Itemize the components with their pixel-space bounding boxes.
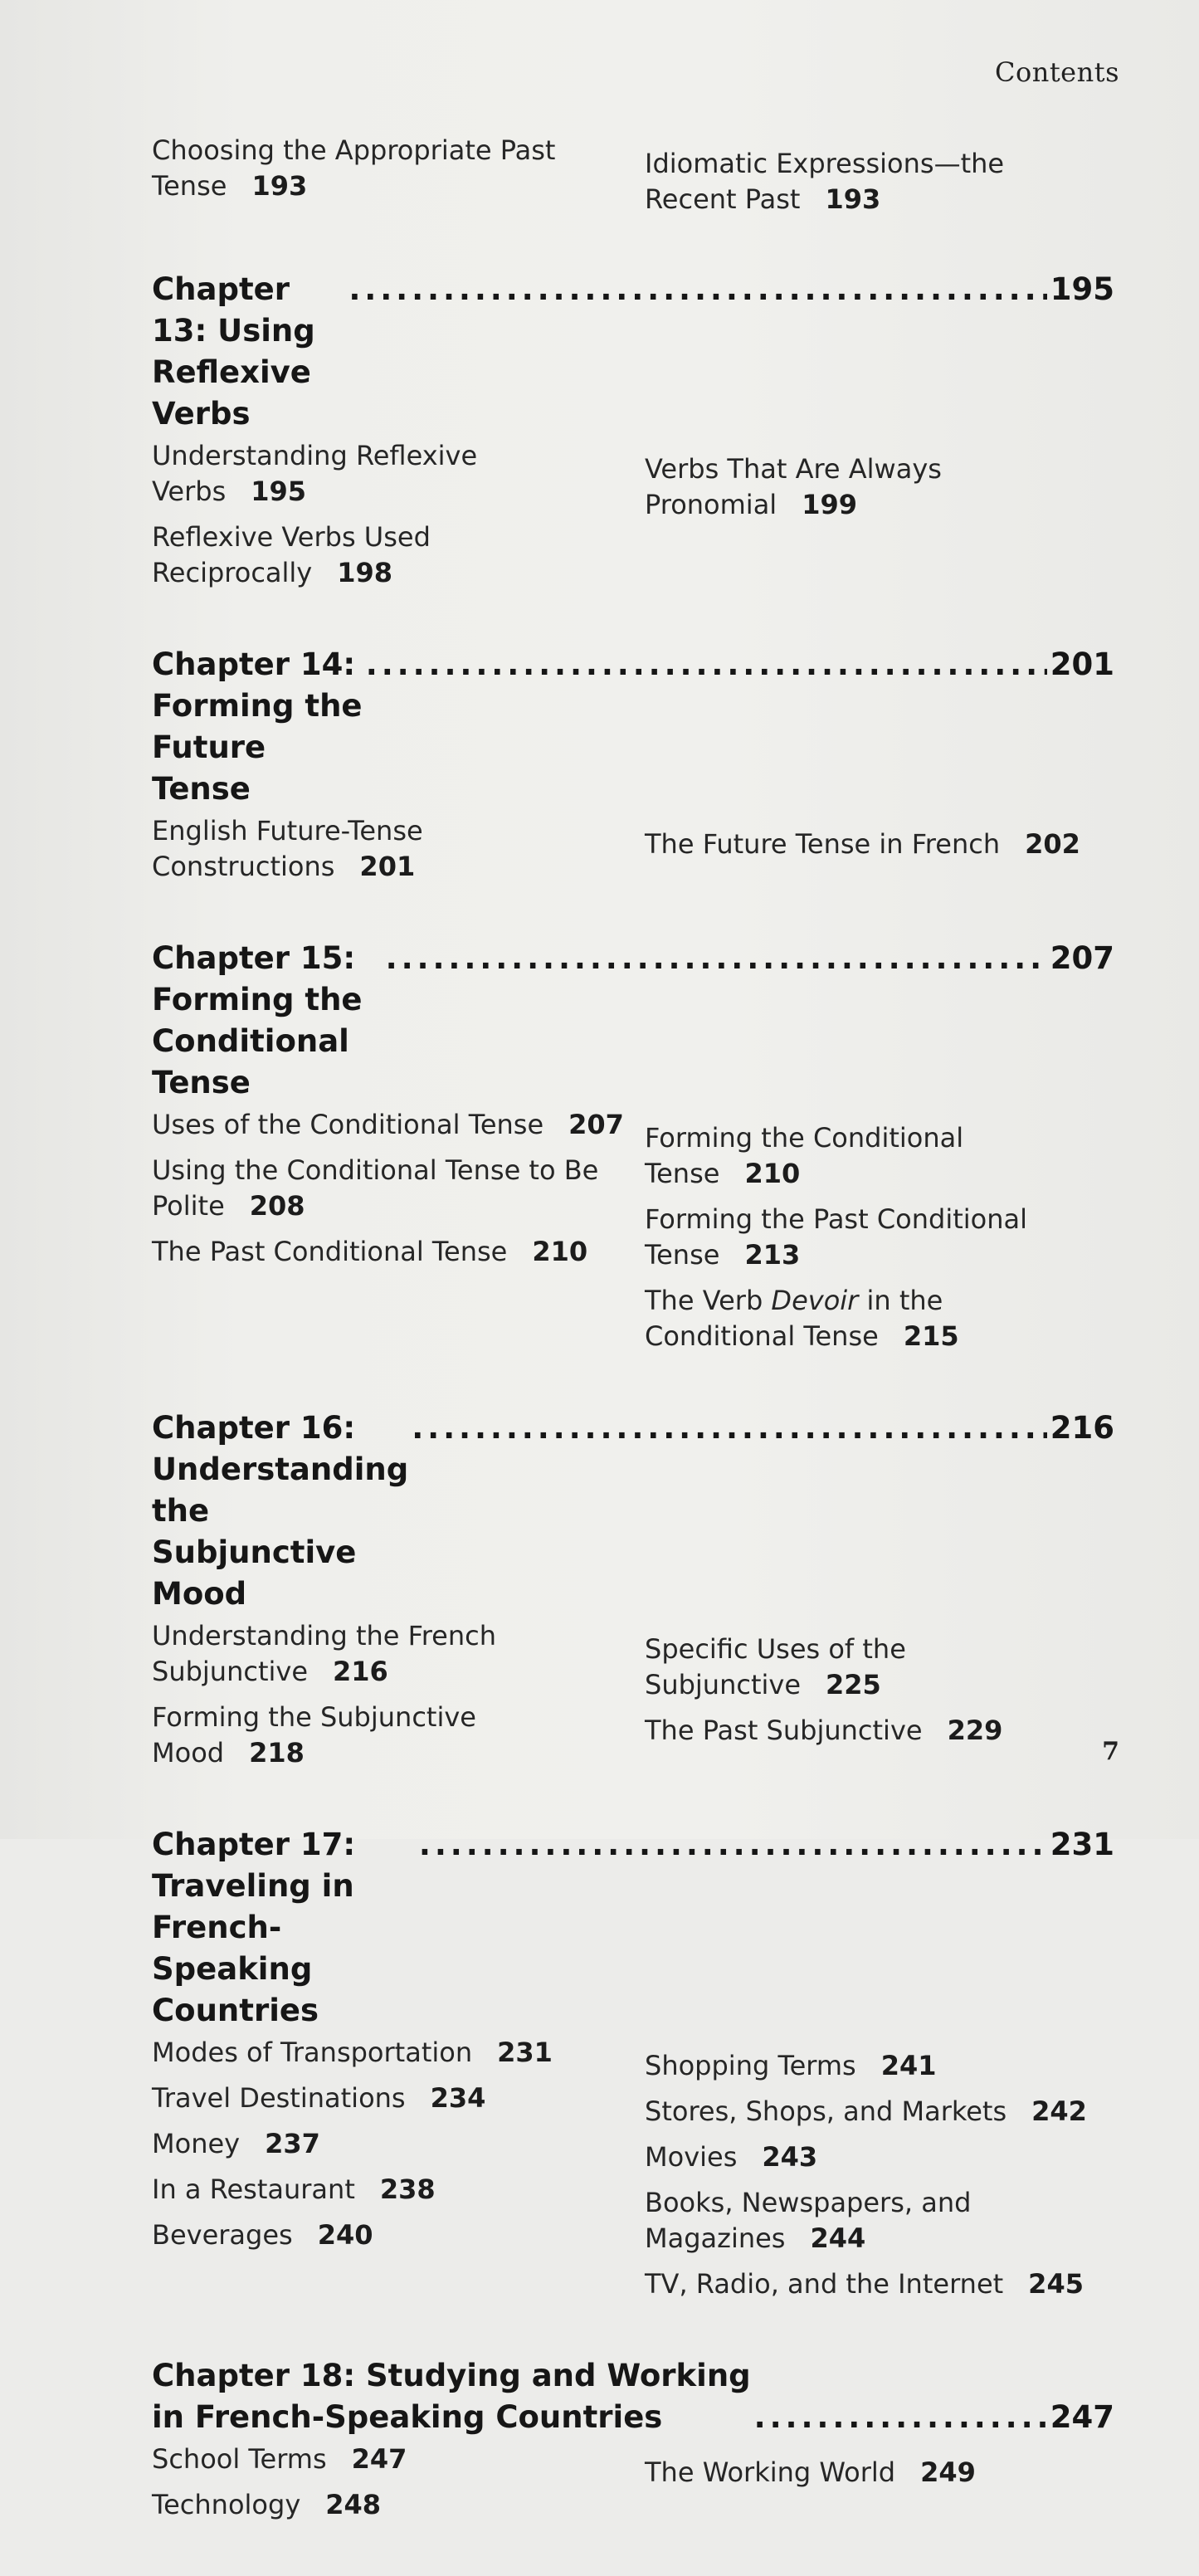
toc-entry[interactable] bbox=[152, 1234, 645, 1270]
sections-left-column bbox=[152, 2442, 645, 2533]
chapter-14 bbox=[152, 644, 1114, 895]
chapter-17 bbox=[152, 1824, 1114, 2312]
toc-entry[interactable] bbox=[152, 813, 645, 885]
sections-right-column bbox=[645, 1618, 1114, 1781]
entry-page-number: 242 bbox=[1031, 2095, 1087, 2127]
chapter-title: Chapter 15: Forming the Conditional Tense bbox=[152, 940, 363, 1100]
entry-title: Using the Conditional Tense to Be Polite bbox=[152, 1154, 599, 1222]
running-head: Contents bbox=[994, 56, 1119, 88]
chapter-heading[interactable] bbox=[152, 1408, 1114, 1615]
entry-page-number: 199 bbox=[802, 489, 857, 520]
toc-entry[interactable] bbox=[645, 1202, 1114, 1273]
toc-entry[interactable] bbox=[645, 2139, 1114, 2175]
toc-entry[interactable] bbox=[645, 1120, 1114, 1192]
chapter-page-number: 201 bbox=[1050, 646, 1114, 682]
chapter-heading[interactable] bbox=[152, 269, 1114, 435]
dot-leader bbox=[386, 938, 1047, 979]
chapter-16 bbox=[152, 1408, 1114, 1781]
chapter-13 bbox=[152, 269, 1114, 601]
chapter-page-number: 247 bbox=[1050, 2399, 1114, 2435]
entry-page-number: 238 bbox=[379, 2174, 436, 2205]
entry-title: Beverages bbox=[152, 2219, 293, 2251]
continued-sections-right-column bbox=[645, 133, 1114, 227]
chapter-heading[interactable] bbox=[152, 2355, 1114, 2438]
entry-title: Money bbox=[152, 2128, 241, 2159]
toc-entry[interactable] bbox=[645, 827, 1114, 862]
entry-title: Forming the Subjunctive Mood bbox=[152, 1701, 476, 1769]
toc-entry[interactable] bbox=[645, 2266, 1114, 2302]
toc-entry[interactable] bbox=[645, 146, 1114, 217]
entry-page-number: 207 bbox=[568, 1109, 624, 1140]
toc-entry[interactable] bbox=[645, 2048, 1114, 2084]
toc-entry[interactable] bbox=[645, 1713, 1114, 1749]
entry-title: Modes of Transportation bbox=[152, 2037, 473, 2068]
entry-title: School Terms bbox=[152, 2443, 327, 2475]
chapter-page-number: 207 bbox=[1050, 940, 1114, 976]
page-number: 7 bbox=[1102, 1737, 1119, 1766]
entry-title: Forming the Conditional Tense bbox=[645, 1122, 964, 1189]
entry-title: Uses of the Conditional Tense bbox=[152, 1109, 544, 1140]
entry-page-number: 213 bbox=[744, 1239, 801, 1271]
sections-right-column bbox=[645, 2035, 1114, 2312]
chapter-title: Chapter 16: Understanding the Subjunctive Mood bbox=[152, 1410, 409, 1612]
entry-page-number: 193 bbox=[825, 183, 881, 215]
chapter-page-number: 216 bbox=[1050, 1410, 1114, 1446]
toc-entry[interactable] bbox=[645, 2094, 1114, 2130]
entry-title: English Future-Tense Constructions bbox=[152, 815, 423, 882]
entry-title: Verbs That Are Always Pronomial bbox=[645, 453, 942, 520]
entry-page-number: 241 bbox=[880, 2050, 937, 2081]
chapter-15 bbox=[152, 938, 1114, 1364]
toc-entry[interactable] bbox=[152, 2487, 645, 2523]
entry-page-number: 244 bbox=[810, 2222, 866, 2254]
entry-page-number: 193 bbox=[251, 170, 308, 202]
entry-page-number: 249 bbox=[920, 2456, 976, 2488]
entry-title: The Working World bbox=[645, 2456, 896, 2488]
continued-sections-left-column bbox=[152, 133, 645, 227]
entry-page-number: 210 bbox=[532, 1236, 588, 1267]
dot-leader bbox=[412, 1408, 1047, 1449]
entry-page-number: 208 bbox=[249, 1190, 305, 1222]
toc-entry[interactable] bbox=[645, 451, 1114, 523]
sections-left-column bbox=[152, 1107, 645, 1364]
entry-title: Specific Uses of the Subjunctive bbox=[645, 1633, 906, 1700]
entry-page-number: 240 bbox=[317, 2219, 373, 2251]
dot-leader bbox=[348, 269, 1046, 310]
entry-page-number: 216 bbox=[333, 1656, 388, 1687]
toc-entry[interactable] bbox=[152, 1153, 645, 1224]
chapter-18 bbox=[152, 2355, 1114, 2533]
entry-title: The Future Tense in French bbox=[645, 828, 1001, 860]
entry-title: Technology bbox=[152, 2489, 301, 2520]
entry-page-number: 202 bbox=[1025, 828, 1080, 860]
entry-title: Understanding Reflexive Verbs bbox=[152, 440, 478, 507]
entry-page-number: 225 bbox=[826, 1669, 881, 1700]
entry-title: Travel Destinations bbox=[152, 2082, 406, 2114]
italic-term: Devoir bbox=[771, 1285, 859, 1316]
entry-title: TV, Radio, and the Internet bbox=[645, 2268, 1004, 2300]
toc-entry[interactable] bbox=[645, 1632, 1114, 1703]
entry-title: Forming the Past Conditional Tense bbox=[645, 1203, 1028, 1271]
sections-right-column bbox=[645, 2442, 1114, 2533]
chapter-sections bbox=[152, 2442, 1114, 2533]
chapter-sections bbox=[152, 1618, 1114, 1781]
chapter-title: Chapter 17: Traveling in French-Speaking Countries bbox=[152, 1827, 356, 2028]
entry-page-number: 201 bbox=[359, 851, 416, 882]
sections-left-column bbox=[152, 813, 645, 895]
table-of-contents bbox=[152, 133, 1114, 2576]
toc-entry[interactable] bbox=[645, 2455, 1114, 2491]
toc-entry[interactable] bbox=[645, 1283, 1114, 1354]
chapter-heading[interactable] bbox=[152, 1824, 1114, 2032]
dot-leader bbox=[754, 2397, 1047, 2438]
chapter-title: Chapter 13: Using Reflexive Verbs bbox=[152, 271, 315, 432]
entry-title: Understanding the French Subjunctive bbox=[152, 1620, 496, 1687]
chapter-sections bbox=[152, 2035, 1114, 2312]
toc-entry[interactable] bbox=[152, 2217, 645, 2253]
entry-page-number: 237 bbox=[265, 2128, 320, 2159]
entry-title: The Past Conditional Tense bbox=[152, 1236, 508, 1267]
chapter-sections bbox=[152, 813, 1114, 895]
chapter-heading[interactable] bbox=[152, 938, 1114, 1104]
chapter-page-number: 195 bbox=[1050, 271, 1114, 307]
entry-title: Stores, Shops, and Markets bbox=[645, 2095, 1007, 2127]
sections-left-column bbox=[152, 2035, 645, 2312]
chapter-title: Chapter 18: Studying and Working in French-Speaking Countries bbox=[152, 2358, 751, 2435]
entry-title: Books, Newspapers, and Magazines bbox=[645, 2187, 972, 2254]
entry-title: In a Restaurant bbox=[152, 2174, 355, 2205]
chapter-title: Chapter 14: Forming the Future Tense bbox=[152, 646, 363, 807]
entry-page-number: 245 bbox=[1028, 2268, 1084, 2300]
toc-entry[interactable] bbox=[152, 2126, 645, 2162]
toc-entry[interactable] bbox=[645, 2185, 1114, 2256]
entry-page-number: 243 bbox=[762, 2141, 818, 2173]
toc-entry[interactable] bbox=[152, 438, 645, 510]
entry-page-number: 215 bbox=[903, 1320, 959, 1352]
toc-entry[interactable] bbox=[152, 2172, 645, 2208]
sections-left-column bbox=[152, 438, 645, 601]
dot-leader bbox=[366, 644, 1047, 685]
dot-leader bbox=[419, 1824, 1047, 1866]
toc-entry[interactable] bbox=[152, 2035, 645, 2071]
toc-entry[interactable] bbox=[152, 520, 645, 591]
entry-title: Reflexive Verbs Used Reciprocally bbox=[152, 521, 431, 588]
continued-sections bbox=[152, 133, 1114, 227]
chapter-page-number: 231 bbox=[1050, 1827, 1114, 1862]
entry-page-number: 229 bbox=[947, 1715, 1003, 1746]
entry-title: The Past Subjunctive bbox=[645, 1715, 923, 1746]
chapter-sections bbox=[152, 1107, 1114, 1364]
entry-page-number: 210 bbox=[744, 1158, 801, 1189]
entry-page-number: 248 bbox=[325, 2489, 382, 2520]
toc-entry[interactable] bbox=[152, 1618, 645, 1690]
entry-page-number: 218 bbox=[249, 1737, 305, 1769]
entry-page-number: 234 bbox=[430, 2082, 486, 2114]
entry-page-number: 231 bbox=[497, 2037, 553, 2068]
entry-page-number: 247 bbox=[351, 2443, 407, 2475]
toc-entry[interactable] bbox=[152, 2442, 645, 2477]
toc-entry[interactable] bbox=[152, 2081, 645, 2116]
entry-title: Idiomatic Expressions—the Recent Past bbox=[645, 148, 1005, 215]
chapter-sections bbox=[152, 438, 1114, 601]
entry-page-number: 195 bbox=[251, 476, 307, 507]
toc-entry[interactable] bbox=[152, 1700, 645, 1771]
entry-title: Shopping Terms bbox=[645, 2050, 856, 2081]
chapter-heading[interactable] bbox=[152, 644, 1114, 810]
sections-right-column bbox=[645, 813, 1114, 895]
toc-entry[interactable] bbox=[152, 1107, 645, 1143]
sections-right-column bbox=[645, 1107, 1114, 1364]
entry-title: Choosing the Appropriate Past Tense bbox=[152, 134, 556, 202]
sections-right-column bbox=[645, 438, 1114, 601]
entry-title: The Verb Devoir in the Conditional Tense bbox=[645, 1285, 943, 1352]
sections-left-column bbox=[152, 1618, 645, 1781]
entry-title: Movies bbox=[645, 2141, 738, 2173]
toc-entry[interactable] bbox=[152, 133, 645, 204]
entry-page-number: 198 bbox=[337, 557, 393, 588]
